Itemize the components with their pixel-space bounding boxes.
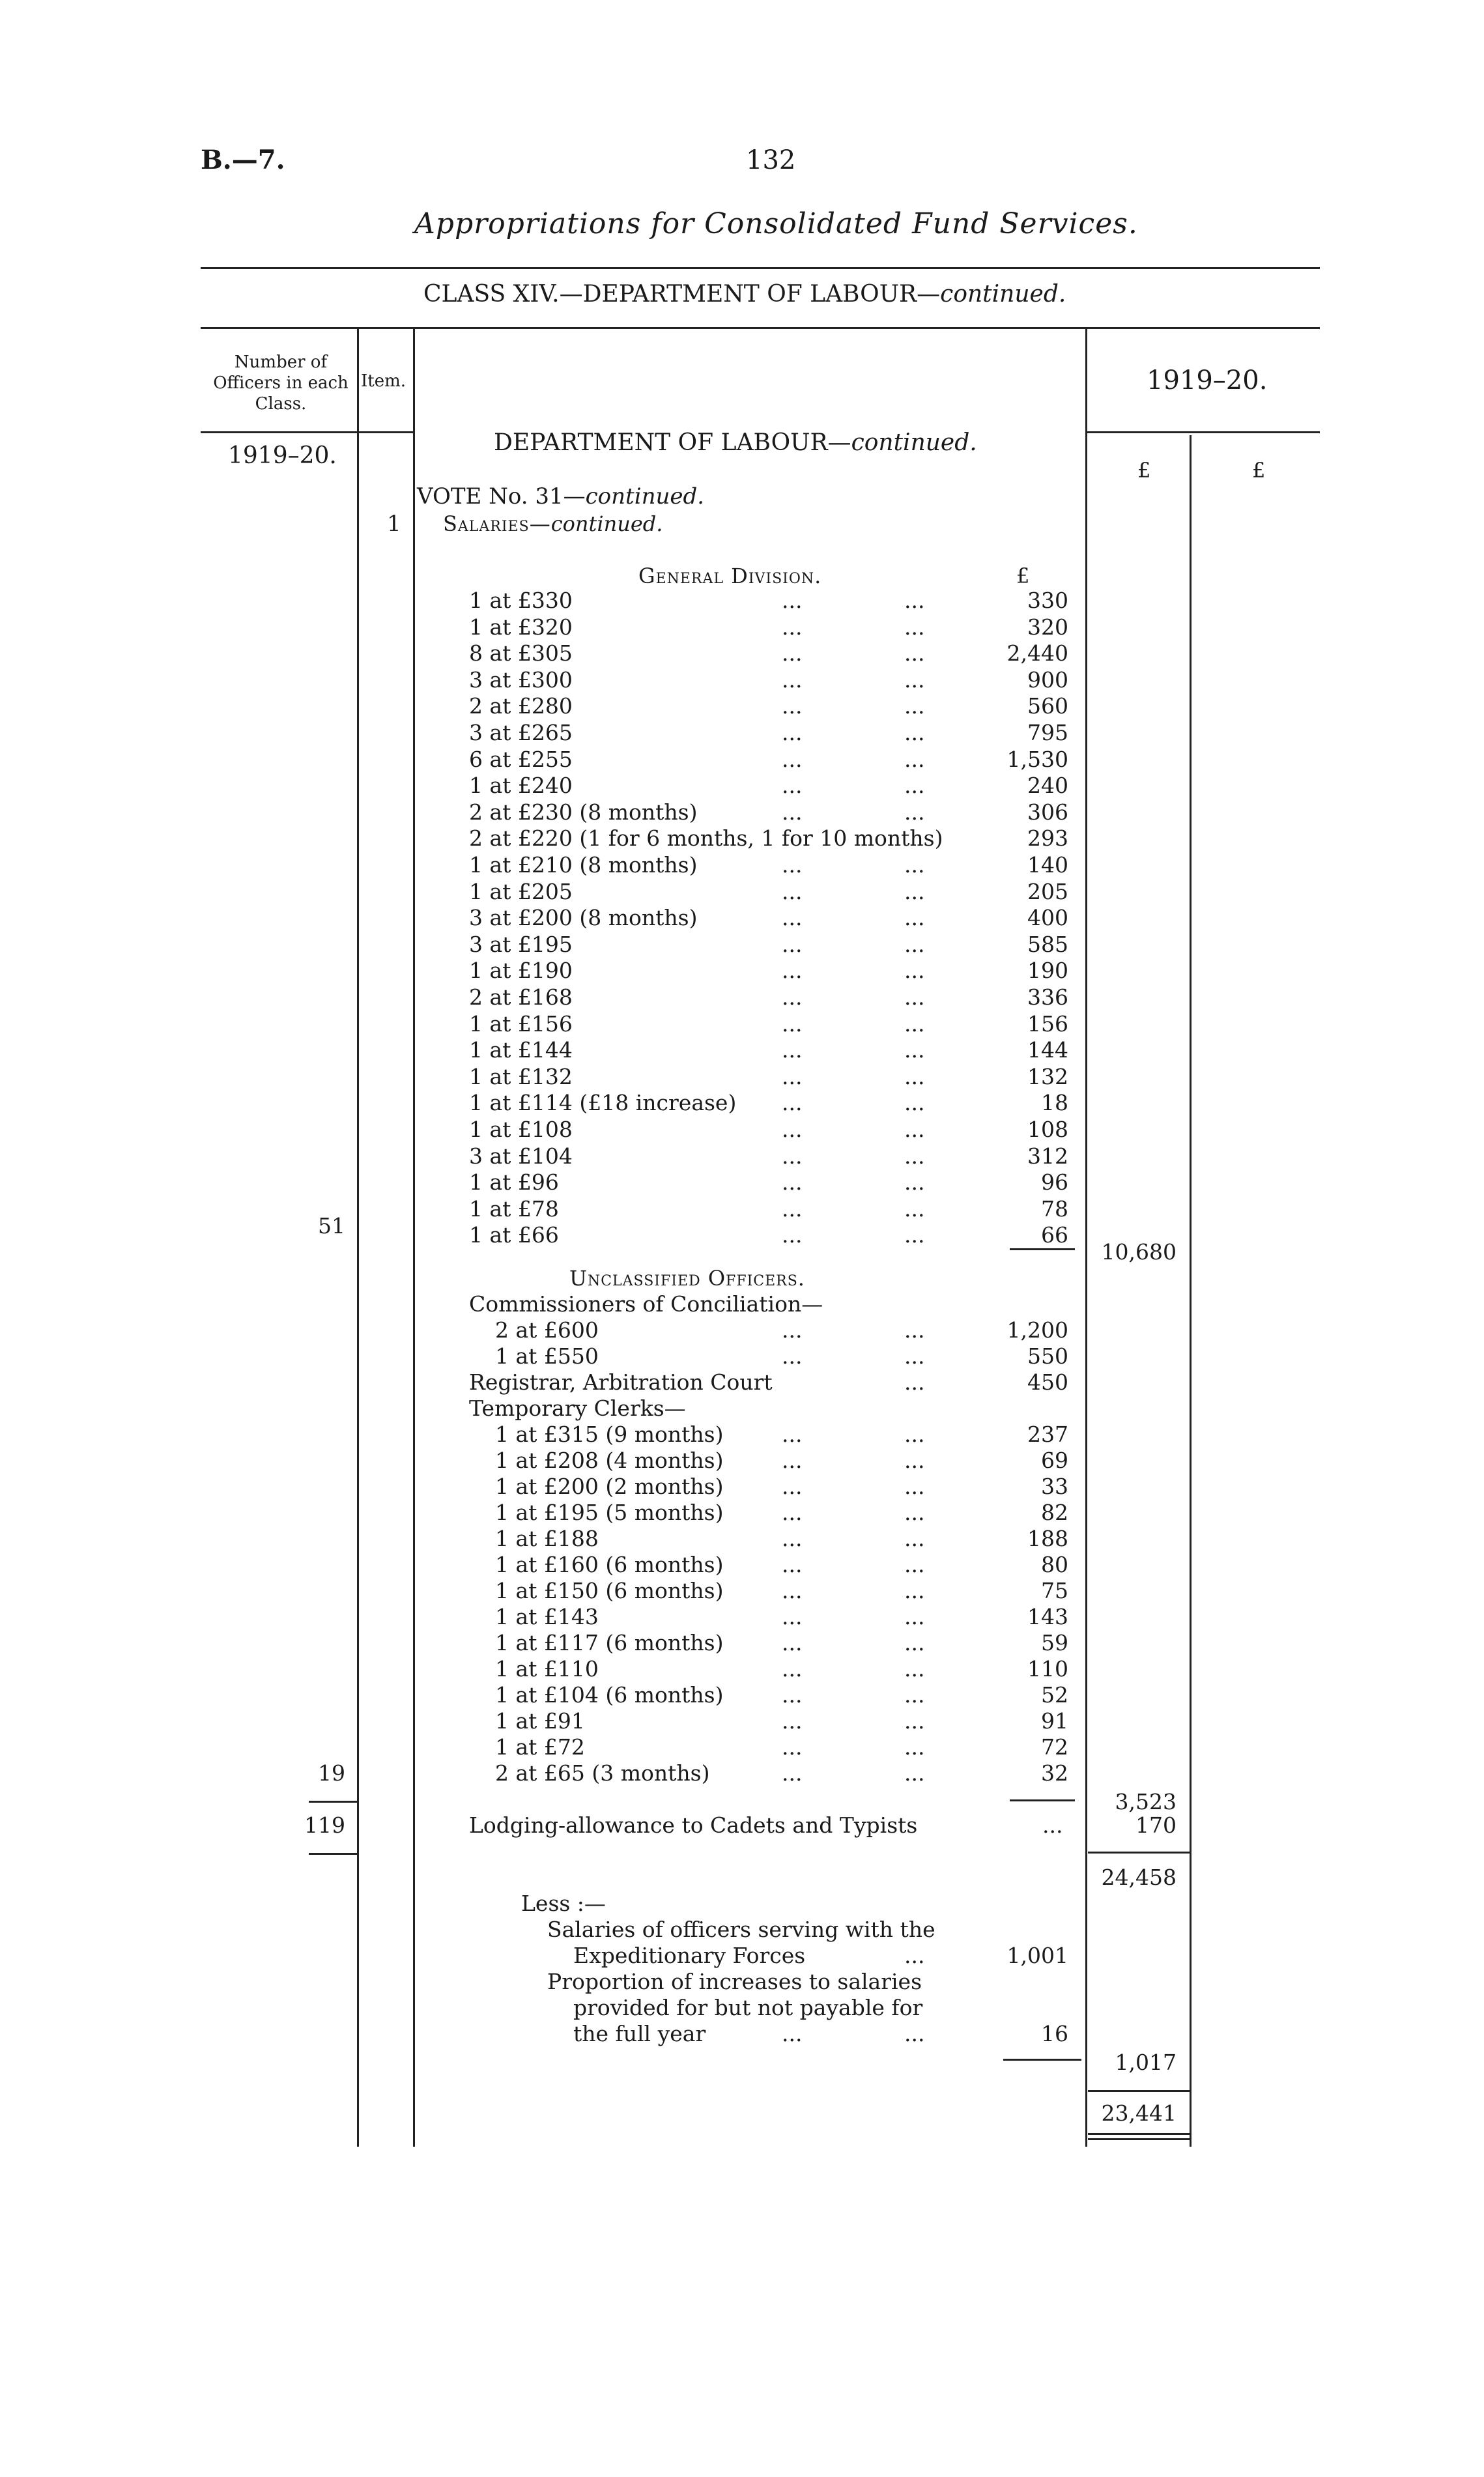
rule-left-sub1 xyxy=(309,1801,358,1803)
row-amount: 240 xyxy=(1027,773,1068,799)
row-amount: 91 xyxy=(1041,1708,1068,1734)
table-row xyxy=(0,852,1484,878)
row-label: 3 at £300 xyxy=(469,666,573,693)
row-label: 1 at £110 xyxy=(495,1656,599,1682)
table-row xyxy=(0,693,1484,719)
row-amount: 108 xyxy=(1027,1117,1068,1142)
less-item-dots: ... xyxy=(904,2021,925,2046)
table-row xyxy=(0,1448,1484,1474)
row-label: 2 at £280 xyxy=(469,693,573,719)
row-dots: ... xyxy=(782,878,803,904)
row-amount: 306 xyxy=(1027,799,1068,825)
row-dots: ... xyxy=(904,666,925,693)
row-dots: ... xyxy=(782,931,803,957)
total-officers: 119 xyxy=(304,1812,345,1838)
row-label: 2 at £65 (3 months) xyxy=(495,1760,710,1786)
less-item-dots: ... xyxy=(782,2021,803,2046)
table-row xyxy=(0,1064,1484,1090)
item-number: 1 xyxy=(387,511,401,537)
table-row xyxy=(0,1090,1484,1116)
row-label: 8 at £305 xyxy=(469,640,573,666)
less-item-line: provided for but not payable for xyxy=(573,1995,923,2020)
table-row xyxy=(0,1708,1484,1734)
row-amount: 18 xyxy=(1041,1090,1068,1116)
table-row xyxy=(0,588,1484,614)
unclassified-heading: Unclassified Officers. xyxy=(569,1266,805,1291)
row-dots: ... xyxy=(782,852,803,878)
row-dots: ... xyxy=(782,1196,803,1222)
class-heading xyxy=(423,281,1066,308)
row-label: 1 at £188 xyxy=(495,1526,599,1551)
row-dots: ... xyxy=(782,1552,803,1577)
table-row xyxy=(0,1734,1484,1760)
row-amount: 144 xyxy=(1027,1037,1068,1063)
table-row xyxy=(0,614,1484,640)
row-dots: ... xyxy=(904,773,925,799)
row-amount: 110 xyxy=(1027,1656,1068,1682)
table-row xyxy=(0,905,1484,931)
row-dots: ... xyxy=(782,1037,803,1063)
row-amount: 143 xyxy=(1027,1604,1068,1629)
general-pound: £ xyxy=(1016,564,1030,588)
pound-col-1: £ xyxy=(1137,458,1151,483)
row-amount: 59 xyxy=(1041,1630,1068,1655)
general-division-heading: General Division. xyxy=(638,564,822,588)
row-dots: ... xyxy=(904,640,925,666)
table-row xyxy=(0,1422,1484,1448)
row-dots: ... xyxy=(904,1682,925,1708)
row-dots: ... xyxy=(904,1222,925,1248)
row-dots: ... xyxy=(782,1578,803,1603)
row-dots: ... xyxy=(782,1760,803,1786)
row-dots: ... xyxy=(904,1343,925,1369)
registrar-amount: 450 xyxy=(1027,1369,1068,1395)
temporary-clerks-heading: Temporary Clerks— xyxy=(469,1396,686,1421)
page-ref: B.—7. xyxy=(201,145,285,175)
row-label: 1 at £114 (£18 increase) xyxy=(469,1090,737,1116)
row-dots: ... xyxy=(782,1117,803,1142)
table-row xyxy=(0,1500,1484,1526)
row-dots: ... xyxy=(904,1196,925,1222)
table-row xyxy=(0,932,1484,958)
class-heading-main: CLASS XIV.—DEPARTMENT OF LABOUR— xyxy=(423,281,941,308)
row-dots: ... xyxy=(782,1143,803,1169)
class-heading-cont: continued. xyxy=(940,281,1066,308)
registrar-dots: ... xyxy=(904,1369,925,1395)
row-amount: 237 xyxy=(1027,1422,1068,1447)
table-row xyxy=(0,1630,1484,1656)
row-label: 1 at £190 xyxy=(469,958,573,984)
unclassified-officer-count: 19 xyxy=(318,1760,345,1786)
row-dots: ... xyxy=(782,1630,803,1655)
row-label: 1 at £104 (6 months) xyxy=(495,1682,724,1708)
table-row xyxy=(0,720,1484,746)
table-row xyxy=(0,1604,1484,1630)
row-dots: ... xyxy=(904,1063,925,1089)
page-number: 132 xyxy=(746,145,796,175)
row-label: 1 at £315 (9 months) xyxy=(495,1422,724,1447)
row-label: 6 at £255 xyxy=(469,746,573,772)
row-dots: ... xyxy=(782,746,803,772)
row-dots: ... xyxy=(904,1552,925,1577)
less-item-dots: ... xyxy=(904,1943,925,1968)
salaries-cont: continued. xyxy=(550,511,663,536)
row-dots: ... xyxy=(904,1090,925,1116)
table-row xyxy=(0,1656,1484,1682)
table-row xyxy=(0,958,1484,984)
row-amount: 400 xyxy=(1027,905,1068,931)
row-label: 1 at £330 xyxy=(469,588,573,613)
table-row xyxy=(0,1222,1484,1248)
item-column-header: Item. xyxy=(361,371,407,391)
row-dots: ... xyxy=(904,1708,925,1734)
row-label: 3 at £200 (8 months) xyxy=(469,905,698,931)
row-dots: ... xyxy=(904,1656,925,1682)
row-dots: ... xyxy=(904,931,925,957)
row-label: 1 at £91 xyxy=(495,1708,585,1734)
row-amount: 69 xyxy=(1041,1448,1068,1473)
table-row xyxy=(0,1317,1484,1343)
row-label: 2 at £220 (1 for 6 months, 1 for 10 months) xyxy=(469,825,943,852)
row-dots: ... xyxy=(904,905,925,931)
row-dots: ... xyxy=(904,958,925,984)
row-amount: 190 xyxy=(1027,958,1068,984)
vote-heading xyxy=(417,483,704,509)
row-dots: ... xyxy=(904,1500,925,1525)
row-dots: ... xyxy=(904,1448,925,1473)
row-amount: 33 xyxy=(1041,1474,1068,1499)
row-dots: ... xyxy=(782,1010,803,1037)
table-row xyxy=(0,984,1484,1010)
rule-top xyxy=(201,267,1320,269)
row-amount: 560 xyxy=(1027,693,1068,719)
rule-col-header-left xyxy=(201,431,413,433)
row-label: 1 at £156 xyxy=(469,1010,573,1037)
row-dots: ... xyxy=(904,984,925,1010)
row-label: 2 at £600 xyxy=(495,1317,599,1343)
row-dots: ... xyxy=(782,588,803,613)
row-amount: 312 xyxy=(1027,1143,1068,1169)
dept-heading-main: DEPARTMENT OF LABOUR— xyxy=(494,429,851,456)
less-total: 1,017 xyxy=(1115,2050,1177,2075)
row-amount: 188 xyxy=(1027,1526,1068,1551)
row-label: 1 at £117 (6 months) xyxy=(495,1630,724,1655)
officers-column-header: Number of Officers in each Class. xyxy=(213,352,349,414)
row-dots: ... xyxy=(782,1343,803,1369)
row-dots: ... xyxy=(782,640,803,666)
vote-cont: continued. xyxy=(585,483,705,509)
row-amount: 320 xyxy=(1027,614,1068,640)
row-dots: ... xyxy=(904,852,925,878)
row-label: 1 at £320 xyxy=(469,614,573,640)
row-label: 1 at £240 xyxy=(469,773,573,799)
net-total: 23,441 xyxy=(1101,2100,1177,2126)
row-dots: ... xyxy=(782,1734,803,1760)
row-dots: ... xyxy=(904,1474,925,1499)
general-total: 10,680 xyxy=(1101,1239,1177,1265)
table-row xyxy=(0,773,1484,799)
table-row xyxy=(0,1011,1484,1037)
row-amount: 32 xyxy=(1041,1760,1068,1786)
row-label: 1 at £132 xyxy=(469,1063,573,1089)
row-label: 3 at £104 xyxy=(469,1143,573,1169)
page-title: Appropriations for Consolidated Fund Services. xyxy=(414,207,1138,240)
row-dots: ... xyxy=(782,799,803,825)
row-amount: 66 xyxy=(1041,1222,1068,1248)
row-amount: 795 xyxy=(1027,720,1068,745)
rule-net-bottom1 xyxy=(1088,2133,1190,2135)
table-row xyxy=(0,799,1484,825)
row-label: 1 at £205 xyxy=(469,878,573,904)
unclassified-total: 3,523 xyxy=(1115,1789,1177,1814)
row-dots: ... xyxy=(782,1500,803,1525)
table-row xyxy=(0,747,1484,773)
rule-col-header-right xyxy=(1085,431,1320,433)
lodging-amount: 170 xyxy=(1135,1812,1177,1838)
row-label: 1 at £208 (4 months) xyxy=(495,1448,724,1473)
row-dots: ... xyxy=(904,614,925,640)
less-label: Less :— xyxy=(521,1891,606,1916)
row-dots: ... xyxy=(782,1090,803,1116)
table-row xyxy=(0,825,1484,852)
row-dots: ... xyxy=(782,1448,803,1473)
row-label: 1 at £150 (6 months) xyxy=(495,1578,724,1603)
row-dots: ... xyxy=(782,1063,803,1089)
row-amount: 96 xyxy=(1041,1169,1068,1196)
row-amount: 140 xyxy=(1027,852,1068,878)
row-amount: 900 xyxy=(1027,666,1068,693)
row-label: 2 at £168 xyxy=(469,984,573,1010)
row-dots: ... xyxy=(782,1422,803,1447)
rule-less-subtotal xyxy=(1003,2059,1081,2061)
row-amount: 330 xyxy=(1027,588,1068,613)
general-officer-count: 51 xyxy=(318,1213,345,1238)
row-dots: ... xyxy=(904,1422,925,1447)
table-row xyxy=(0,1578,1484,1604)
row-label: 1 at £210 (8 months) xyxy=(469,852,698,878)
row-dots: ... xyxy=(904,1037,925,1063)
table-row xyxy=(0,1169,1484,1196)
year-column-header: 1919–20. xyxy=(1147,365,1268,395)
lodging-label: Lodging-allowance to Cadets and Typists xyxy=(469,1812,918,1838)
row-amount: 156 xyxy=(1027,1010,1068,1037)
less-item-amount: 16 xyxy=(1041,2021,1068,2046)
table-row xyxy=(0,1552,1484,1578)
row-label: 1 at £195 (5 months) xyxy=(495,1500,724,1525)
less-item-line: Salaries of officers serving with the xyxy=(547,1917,935,1942)
row-dots: ... xyxy=(904,693,925,719)
vote-main: VOTE No. 31— xyxy=(417,483,586,509)
lodging-dots: ... xyxy=(1042,1812,1063,1838)
row-dots: ... xyxy=(904,1010,925,1037)
officers-year: 1919–20. xyxy=(228,442,337,469)
row-dots: ... xyxy=(904,588,925,613)
row-dots: ... xyxy=(904,1734,925,1760)
table-row xyxy=(0,1143,1484,1169)
salaries-heading xyxy=(443,511,663,537)
row-dots: ... xyxy=(904,746,925,772)
table-row xyxy=(0,1760,1484,1786)
row-label: 3 at £265 xyxy=(469,720,573,745)
rule-general-subtotal xyxy=(1010,1248,1075,1250)
row-amount: 82 xyxy=(1041,1500,1068,1525)
rule-net-top xyxy=(1088,2090,1190,2092)
table-row xyxy=(0,1682,1484,1708)
table-row xyxy=(0,667,1484,693)
registrar-row xyxy=(0,1369,1484,1396)
registrar-label: Registrar, Arbitration Court xyxy=(469,1369,773,1395)
row-label: 1 at £66 xyxy=(469,1222,559,1248)
row-dots: ... xyxy=(782,1474,803,1499)
dept-heading xyxy=(494,430,977,456)
row-dots: ... xyxy=(782,905,803,931)
row-label: 1 at £200 (2 months) xyxy=(495,1474,724,1499)
row-dots: ... xyxy=(904,799,925,825)
pound-col-2: £ xyxy=(1252,458,1266,483)
row-amount: 78 xyxy=(1041,1196,1068,1222)
row-dots: ... xyxy=(782,1169,803,1196)
row-label: 1 at £96 xyxy=(469,1169,559,1196)
row-dots: ... xyxy=(904,878,925,904)
row-amount: 585 xyxy=(1027,931,1068,957)
row-dots: ... xyxy=(904,1630,925,1655)
row-label: 1 at £78 xyxy=(469,1196,559,1222)
rule-unclassified-subtotal xyxy=(1010,1799,1075,1801)
less-item-amount: 1,001 xyxy=(1006,1943,1068,1968)
row-dots: ... xyxy=(904,1760,925,1786)
rule-under-class xyxy=(201,327,1320,329)
row-amount: 72 xyxy=(1041,1734,1068,1760)
table-row xyxy=(0,1474,1484,1500)
row-label: 1 at £550 xyxy=(495,1343,599,1369)
row-dots: ... xyxy=(782,1656,803,1682)
row-dots: ... xyxy=(782,984,803,1010)
row-dots: ... xyxy=(782,614,803,640)
row-label: 1 at £108 xyxy=(469,1117,573,1142)
row-amount: 205 xyxy=(1027,878,1068,904)
row-dots: ... xyxy=(904,1117,925,1142)
row-dots: ... xyxy=(782,693,803,719)
row-dots: ... xyxy=(904,1317,925,1343)
row-label: 1 at £143 xyxy=(495,1604,599,1629)
row-dots: ... xyxy=(782,1222,803,1248)
table-row xyxy=(0,1117,1484,1143)
row-amount: 52 xyxy=(1041,1682,1068,1708)
row-dots: ... xyxy=(904,720,925,745)
commissioners-heading: Commissioners of Conciliation— xyxy=(469,1291,823,1317)
row-dots: ... xyxy=(904,1578,925,1603)
row-dots: ... xyxy=(904,1169,925,1196)
less-item-line: Expeditionary Forces xyxy=(573,1943,806,1968)
rule-net-bottom2 xyxy=(1088,2138,1190,2140)
table-row xyxy=(0,879,1484,905)
row-label: 1 at £160 (6 months) xyxy=(495,1552,724,1577)
row-label: 2 at £230 (8 months) xyxy=(469,799,698,825)
row-dots: ... xyxy=(904,1604,925,1629)
table-row xyxy=(0,1037,1484,1063)
row-dots: ... xyxy=(782,773,803,799)
row-amount: 336 xyxy=(1027,984,1068,1010)
gross-total: 24,458 xyxy=(1101,1865,1177,1890)
table-row xyxy=(0,1526,1484,1552)
row-amount: 75 xyxy=(1041,1578,1068,1603)
less-item-line: the full year xyxy=(573,2021,706,2046)
rule-gross xyxy=(1088,1852,1190,1854)
row-dots: ... xyxy=(782,1526,803,1551)
row-label: 3 at £195 xyxy=(469,931,573,957)
row-dots: ... xyxy=(782,666,803,693)
table-row xyxy=(0,640,1484,666)
row-dots: ... xyxy=(904,1526,925,1551)
row-amount: 132 xyxy=(1027,1063,1068,1089)
row-amount: 80 xyxy=(1041,1552,1068,1577)
salaries-main: Salaries— xyxy=(443,511,551,536)
row-dots: ... xyxy=(782,1708,803,1734)
row-dots: ... xyxy=(904,1143,925,1169)
row-dots: ... xyxy=(782,720,803,745)
row-amount: 293 xyxy=(1027,825,1068,852)
table-row xyxy=(0,1343,1484,1369)
row-amount: 1,530 xyxy=(1006,746,1068,772)
dept-heading-cont: continued. xyxy=(851,429,977,456)
row-label: 1 at £144 xyxy=(469,1037,573,1063)
row-label: 1 at £72 xyxy=(495,1734,585,1760)
row-dots: ... xyxy=(782,1682,803,1708)
row-amount: 2,440 xyxy=(1006,640,1068,666)
row-amount: 550 xyxy=(1027,1343,1068,1369)
rule-left-sub2 xyxy=(309,1853,358,1855)
row-dots: ... xyxy=(782,1604,803,1629)
row-dots: ... xyxy=(782,1317,803,1343)
table-row xyxy=(0,1196,1484,1222)
less-item-line: Proportion of increases to salaries xyxy=(547,1969,922,1994)
row-amount: 1,200 xyxy=(1006,1317,1068,1343)
row-dots: ... xyxy=(782,958,803,984)
